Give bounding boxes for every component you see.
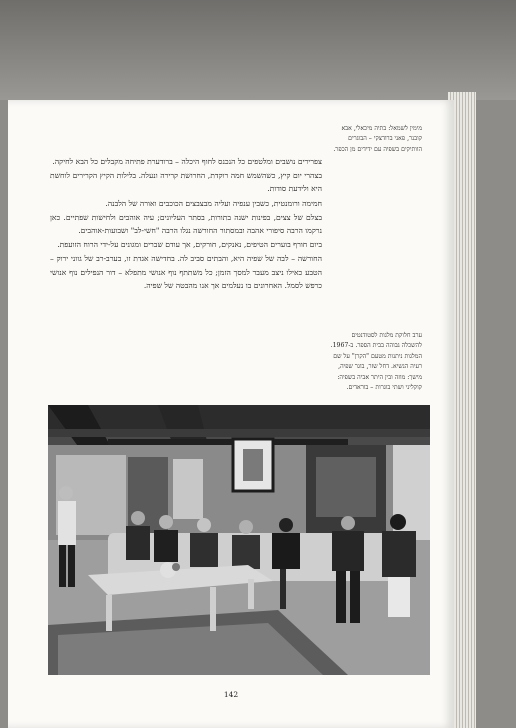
paragraph: החורשה – לבה של שפיה היא, והבתים סביב לה. בחדישה אגדת זו, בערב-רב של גווני ירוק – הטבע כאילו ניצב מעבר למסך הזמן; כל משתתף נוף אנושי מתפלא – דור הנפילים נוף אנושי כרפש לסמל. האחרונים בו נעלמים אך אנו מהבטה של שפיה. [50,254,322,290]
paragraph: בצלם של צצים, בפינות ישנה בתורות, בסתר העליונים; עיה אוהבים ולחישות שפתיים. כאן נרקמו הרבה סיפורי אהבה ובמסתור החורשה נגלו הרבה "חשי-לב" ושבועות-אוהבים. [50,212,322,236]
caption-bottom: ערב חלוקת מלגות לסטודנטים להשכלה גבוהה בבית הספר. ב-1967. המלגות ניתנות מטעם "הקרן" על שם רעיה הנשיא. דחל שזר, בוגר שפיה, מישך: מוזה ובין היתר אביה בשפיה: קוקליני ושתי בוגרות – בוראדים. [330,332,422,392]
group-photo [48,405,430,675]
paragraph: חמימה ורומנטית, כשבין ענפיה ועליה מבצבצים הכוכבים ואורה של הלבנה. [105,198,322,208]
book-page [8,100,454,728]
scan-backdrop [0,0,516,100]
paragraph: בצהרי יום קיץ, כשהשמש חמה רוקדת, החרושת קרירה ונעלה. בלילות הקיץ הקרירים לוחשת היא ולידעת סודות. [50,171,322,194]
paragraph: ביום חורף בוערים הטיפים, נאנקים, חורקים, אך עודם שברים ומגונים על-ידי הרוח הזועפת. [57,240,322,250]
photo-illustration [48,405,430,675]
body-text [50,155,322,293]
paragraph: צפרירים נושבים ומלטפים כל הנכנס לחוף היכלה – ברודערת פתיחה מקבלים כל הבא לחיקה. [52,157,322,166]
caption-top: מימין לשמאל: בתיה מיכאלי, אבא קובנר, פאני ברודצקי – הבוגרים הוותיקים בשפיה עם ידידים מן הכפר. [333,125,422,153]
page-number: 142 [223,690,239,699]
